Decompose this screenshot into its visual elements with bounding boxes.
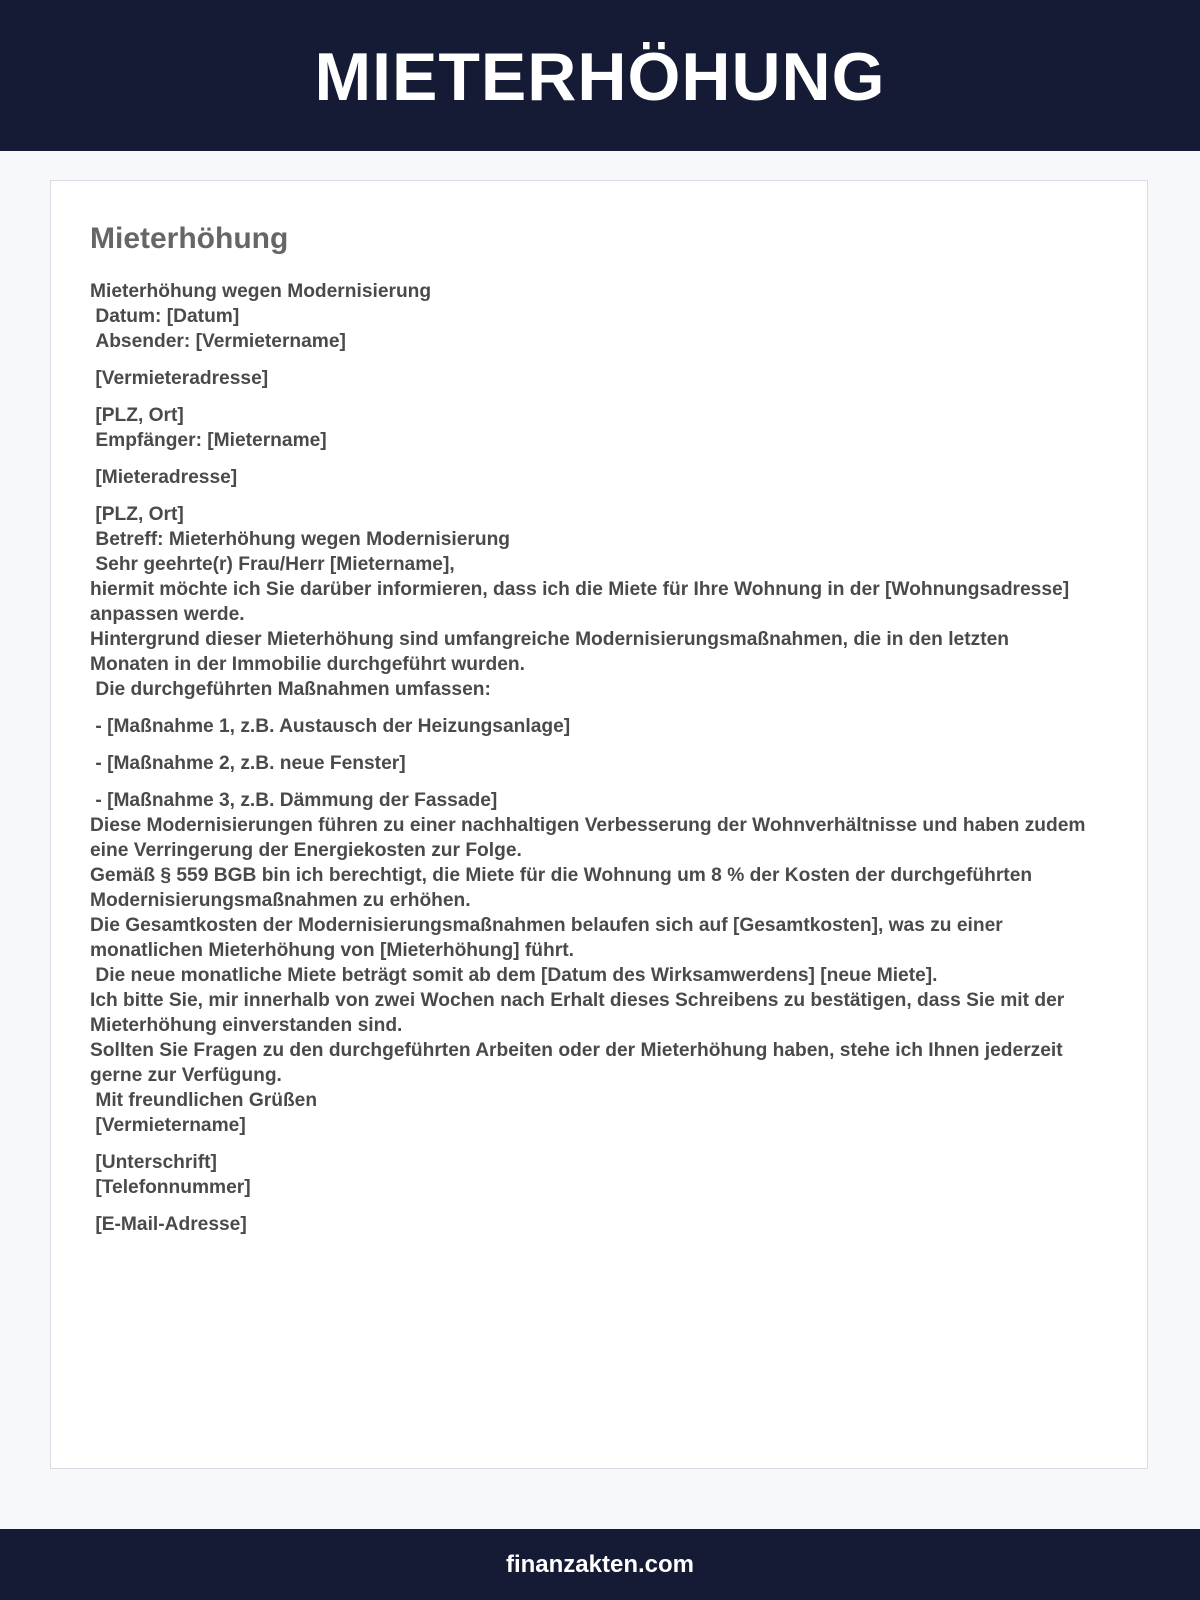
sender-city-line: [PLZ, Ort] xyxy=(90,405,184,426)
paragraph-intro: hiermit möchte ich Sie darüber informieren, dass ich die Miete für Ihre Wohnung in der [Wohnungsadresse] anpassen werde. xyxy=(90,579,1075,625)
measure-item: - [Maßnahme 3, z.B. Dämmung der Fassade] xyxy=(90,790,498,811)
paragraph-confirmation-request: Ich bitte Sie, mir innerhalb von zwei Wochen nach Erhalt dieses Schreibens zu bestätigen, dass Sie mit der Mieterhöhung einverstanden sind. xyxy=(90,990,1070,1036)
document-card xyxy=(50,180,1148,1469)
recipient-address-line: [Mieteradresse] xyxy=(90,467,238,488)
paragraph-questions: Sollten Sie Fragen zu den durchgeführten Arbeiten oder der Mieterhöhung haben, stehe ich Ihnen jederzeit gerne zur Verfügung. xyxy=(90,1040,1068,1086)
recipient-city-line: [PLZ, Ort] xyxy=(90,504,184,525)
signature-line: [Unterschrift] xyxy=(90,1152,217,1173)
paragraph-benefits: Diese Modernisierungen führen zu einer nachhaltigen Verbesserung der Wohnverhältnisse und haben zudem eine Verringerung der Energiekosten zur Folge. xyxy=(90,815,1091,861)
email-line: [E-Mail-Adresse] xyxy=(90,1214,247,1235)
page-footer xyxy=(0,1529,1200,1600)
document-heading: Mieterhöhung xyxy=(90,222,289,255)
recipient-line: Empfänger: [Mietername] xyxy=(90,430,327,451)
measures-intro-line: Die durchgeführten Maßnahmen umfassen: xyxy=(90,679,491,700)
footer-site-name: finanzakten.com xyxy=(505,1550,695,1578)
signature-name-line: [Vermietername] xyxy=(90,1115,246,1136)
letter-subject-line: Mieterhöhung wegen Modernisierung xyxy=(90,281,432,302)
new-rent-line: Die neue monatliche Miete beträgt somit ab dem [Datum des Wirksamwerdens] [neue Miete]. xyxy=(90,965,938,986)
paragraph-costs: Die Gesamtkosten der Modernisierungsmaßnahmen belaufen sich auf [Gesamtkosten], was zu einer monatlichen Mieterhöhung von [Mieterhöhung] führt. xyxy=(90,915,1009,961)
page-header xyxy=(0,0,1200,151)
sender-line: Absender: [Vermietername] xyxy=(90,331,346,352)
measure-item: - [Maßnahme 2, z.B. neue Fenster] xyxy=(90,753,406,774)
document-body xyxy=(90,279,1090,1237)
salutation-line: Sehr geehrte(r) Frau/Herr [Mietername], xyxy=(90,554,455,575)
phone-line: [Telefonnummer] xyxy=(90,1177,251,1198)
paragraph-legal-basis: Gemäß § 559 BGB bin ich berechtigt, die Miete für die Wohnung um 8 % der Kosten der durchgeführten Modernisierungsmaßnahmen zu erhöhen. xyxy=(90,865,1038,911)
date-line: Datum: [Datum] xyxy=(90,306,240,327)
paragraph-background: Hintergrund dieser Mieterhöhung sind umfangreiche Modernisierungsmaßnahmen, die in den letzten Monaten in der Immobilie durchgeführt wurden. xyxy=(90,629,1015,675)
measure-item: - [Maßnahme 1, z.B. Austausch der Heizungsanlage] xyxy=(90,716,571,737)
sender-address-line: [Vermieteradresse] xyxy=(90,368,269,389)
closing-line: Mit freundlichen Grüßen xyxy=(90,1090,318,1111)
header-title: MIETERHÖHUNG xyxy=(314,38,886,115)
subject-line: Betreff: Mieterhöhung wegen Modernisierung xyxy=(90,529,511,550)
